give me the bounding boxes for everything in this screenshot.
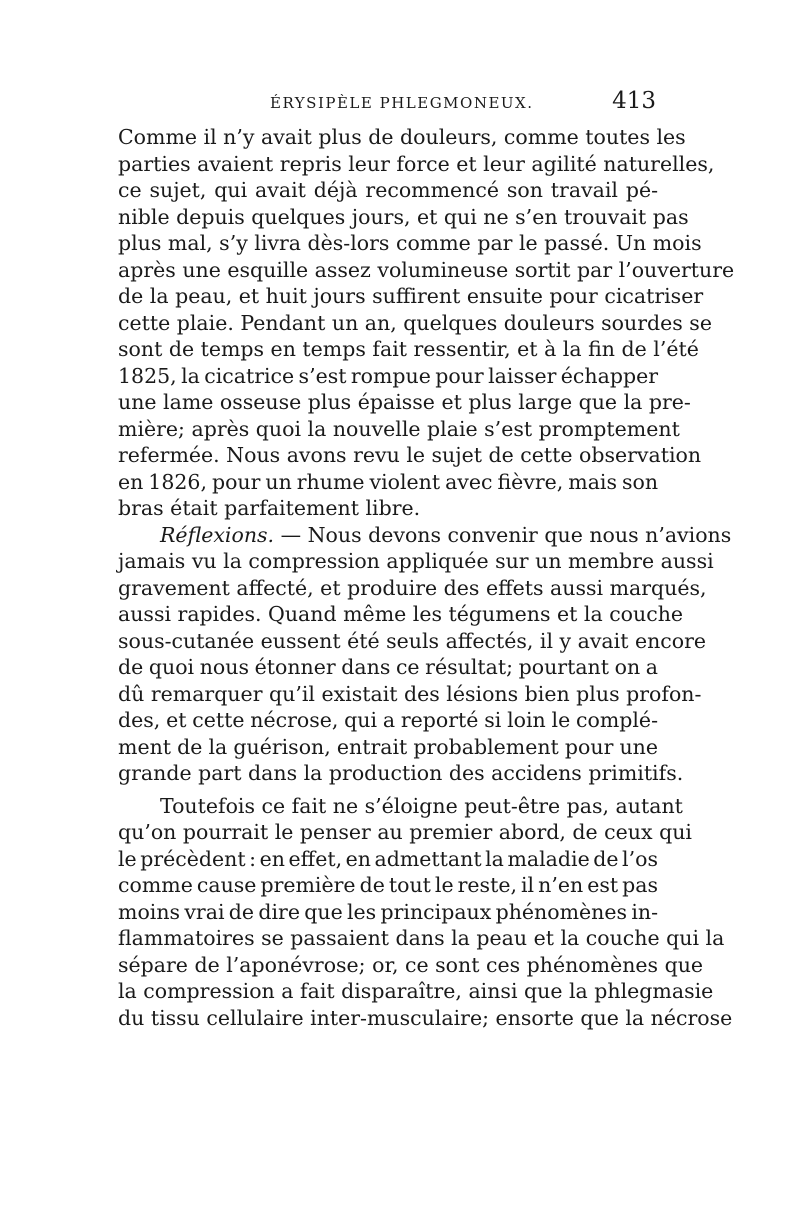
text-line: ce sujet, qui avait déjà recommencé son travail pé- [118,178,658,202]
text-line: dû remarquer qu’il existait des lésions bien plus profon- [118,681,702,706]
text-line: sépare de l’aponévrose; or, ce sont ces phénomènes que [118,952,704,977]
text-line: une lame osseuse plus épaisse et plus large que la pre- [118,390,691,414]
text-line: bras était parfaitement libre. [118,496,421,520]
text-line: sont de temps en temps fait ressentir, et à la fin de l’été [118,337,699,361]
text-line: de la peau, et huit jours suffirent ensuite pour cicatriser [118,284,704,308]
paragraph-toutefois [118,793,733,1032]
text-line-first [118,522,732,549]
text-line: en 1826, pour un rhume violent avec fièvre, mais son [118,469,659,494]
text-line: plus mal, s’y livra dès-lors comme par le passé. Un mois [118,231,702,255]
text-line: parties avaient repris leur force et leur agilité naturelles, [118,151,715,176]
text-line: des, et cette nécrose, qui a reporté si loin le complé- [118,708,658,732]
text-line: cette plaie. Pendant un an, quelques douleurs sourdes se [118,310,712,335]
running-title: ÉRYSIPÈLE PHLEGMONEUX. [270,94,534,112]
text-line: comme cause première de tout le reste, il n’en est pas [118,873,658,897]
body-text [118,124,735,1031]
text-line-first-rest: — Nous devons convenir que nous n’avions [274,522,732,547]
text-line: Comme il n’y avait plus de douleurs, comme toutes les [118,125,686,149]
paragraph-reflexions [118,522,732,787]
text-line: 1825, la cicatrice s’est rompue pour laisser échapper [118,363,659,388]
reflexions-heading: Réflexions. [160,522,275,547]
text-line: sous-cutanée eussent été seuls affectés, il y avait encore [118,628,707,653]
text-line: aussi rapides. Quand même les tégumens et la couche [118,602,684,626]
text-line: après une esquille assez volumineuse sortit par l’ouverture [118,257,735,282]
text-line: nible depuis quelques jours, et qui ne s’en trouvait pas [118,204,689,229]
text-line: moins vrai de dire que les principaux phénomènes in- [118,899,658,924]
text-line: qu’on pourrait le penser au premier abord, de ceux qui [118,820,692,844]
text-line: flammatoires se passaient dans la peau et la couche qui la [118,926,725,950]
text-line: de quoi nous étonner dans ce résultat; pourtant on a [118,655,658,679]
text-line: jamais vu la compression appliquée sur un membre aussi [118,549,714,573]
text-line: du tissu cellulaire inter-musculaire; ensorte que la nécrose [118,1005,733,1030]
text-line: gravement affecté, et produire des effets aussi marqués, [118,575,707,600]
text-line: mière; après quoi la nouvelle plaie s’est promptement [118,416,680,441]
paragraph-case-continuation [118,124,735,522]
running-head [118,88,658,122]
text-line-first: Toutefois ce fait ne s’éloigne peut-être pas, autant [160,793,683,818]
text-line: ment de la guérison, entrait probablement pour une [118,734,659,759]
text-line: refermée. Nous avons revu le sujet de cette observation [118,443,702,467]
page-number: 413 [612,88,656,114]
text-line: la compression a fait disparaître, ainsi que la phlegmasie [118,979,714,1003]
text-line: grande part dans la production des accidens primitifs. [118,761,684,785]
text-line: le précèdent : en effet, en admettant la maladie de l’os [118,846,658,871]
